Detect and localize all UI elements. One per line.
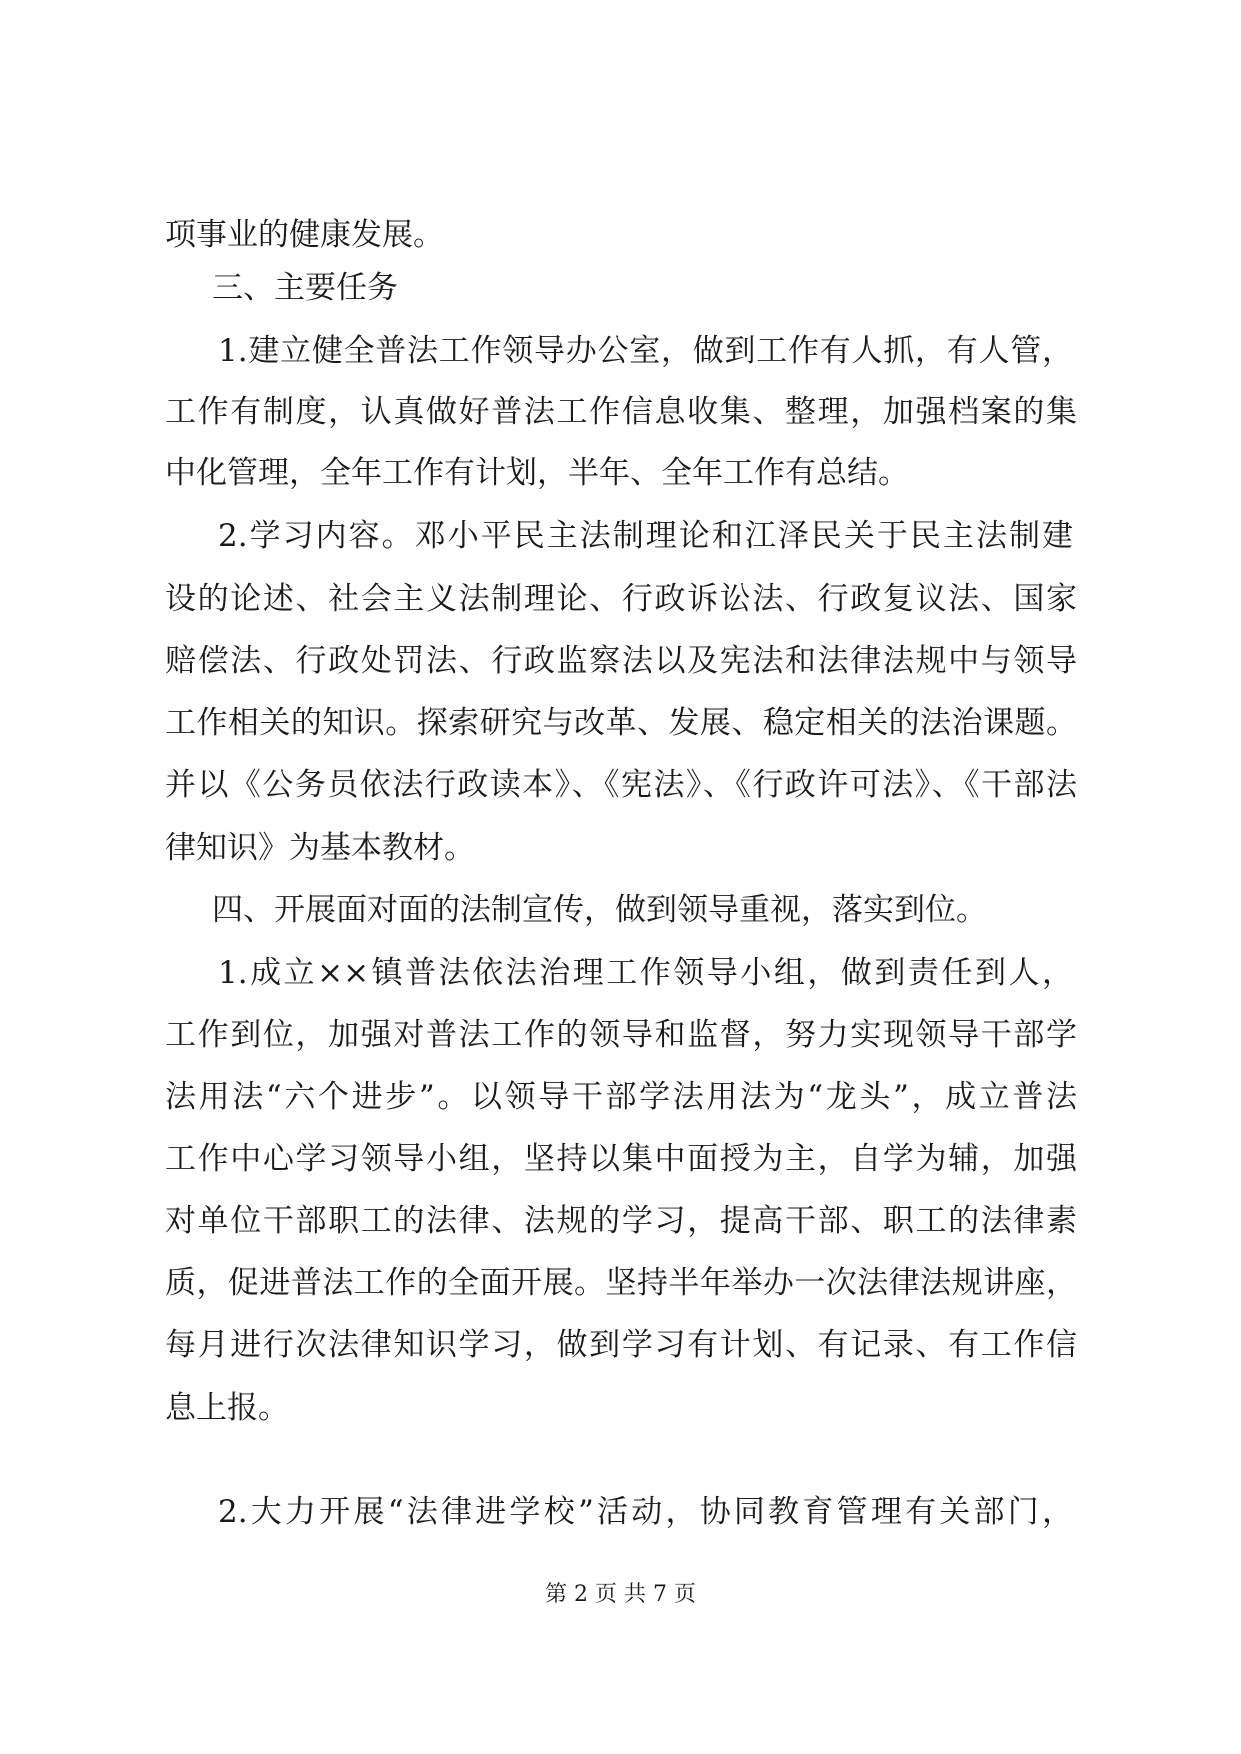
text-line: 1.建立健全普法工作领导办公室，做到工作有人抓，有人管，: [218, 333, 1073, 369]
text-line: 中化管理，全年工作有计划，半年、全年工作有总结。: [165, 455, 909, 491]
text-line: 工作中心学习领导小组，坚持以集中面授为主，自学为辅，加强: [165, 1141, 1077, 1177]
text-line: 对单位干部职工的法律、法规的学习，提高干部、职工的法律素: [165, 1203, 1077, 1239]
text-line: 1.成立××镇普法依法治理工作领导小组，做到责任到人，: [218, 955, 1073, 991]
text-line: 并以《公务员依法行政读本》、《宪法》、《行政许可法》、《干部法: [165, 767, 1077, 803]
page-number-footer: 第 2 页 共 7 页: [545, 1582, 696, 1607]
text-line: 2.学习内容。邓小平民主法制理论和江泽民关于民主法制建: [218, 518, 1073, 554]
text-line: 法用法“六个进步”。以领导干部学法用法为“龙头”，成立普法: [165, 1079, 1077, 1115]
text-line: 工作相关的知识。探索研究与改革、发展、稳定相关的法治课题。: [165, 705, 1077, 741]
text-line: 赔偿法、行政处罚法、行政监察法以及宪法和法律法规中与领导: [165, 643, 1077, 679]
text-line: 工作到位，加强对普法工作的领导和监督，努力实现领导干部学: [165, 1017, 1077, 1053]
text-line: 质，促进普法工作的全面开展。坚持半年举办一次法律法规讲座，: [165, 1265, 1077, 1301]
text-line: 每月进行次法律知识学习，做到学习有计划、有记录、有工作信: [165, 1327, 1077, 1363]
text-line: 律知识》为基本教材。: [165, 830, 475, 866]
section-heading: 四、开展面对面的法制宣传，做到领导重视，落实到位。: [212, 892, 987, 928]
section-heading: 三、主要任务: [212, 270, 398, 306]
text-line: 工作有制度，认真做好普法工作信息收集、整理，加强档案的集: [165, 394, 1077, 430]
text-line: 项事业的健康发展。: [165, 217, 444, 253]
text-line: 2.大力开展“法律进学校”活动，协同教育管理有关部门，: [218, 1494, 1073, 1530]
text-line: 息上报。: [165, 1390, 289, 1426]
text-line: 设的论述、社会主义法制理论、行政诉讼法、行政复议法、国家: [165, 581, 1077, 617]
